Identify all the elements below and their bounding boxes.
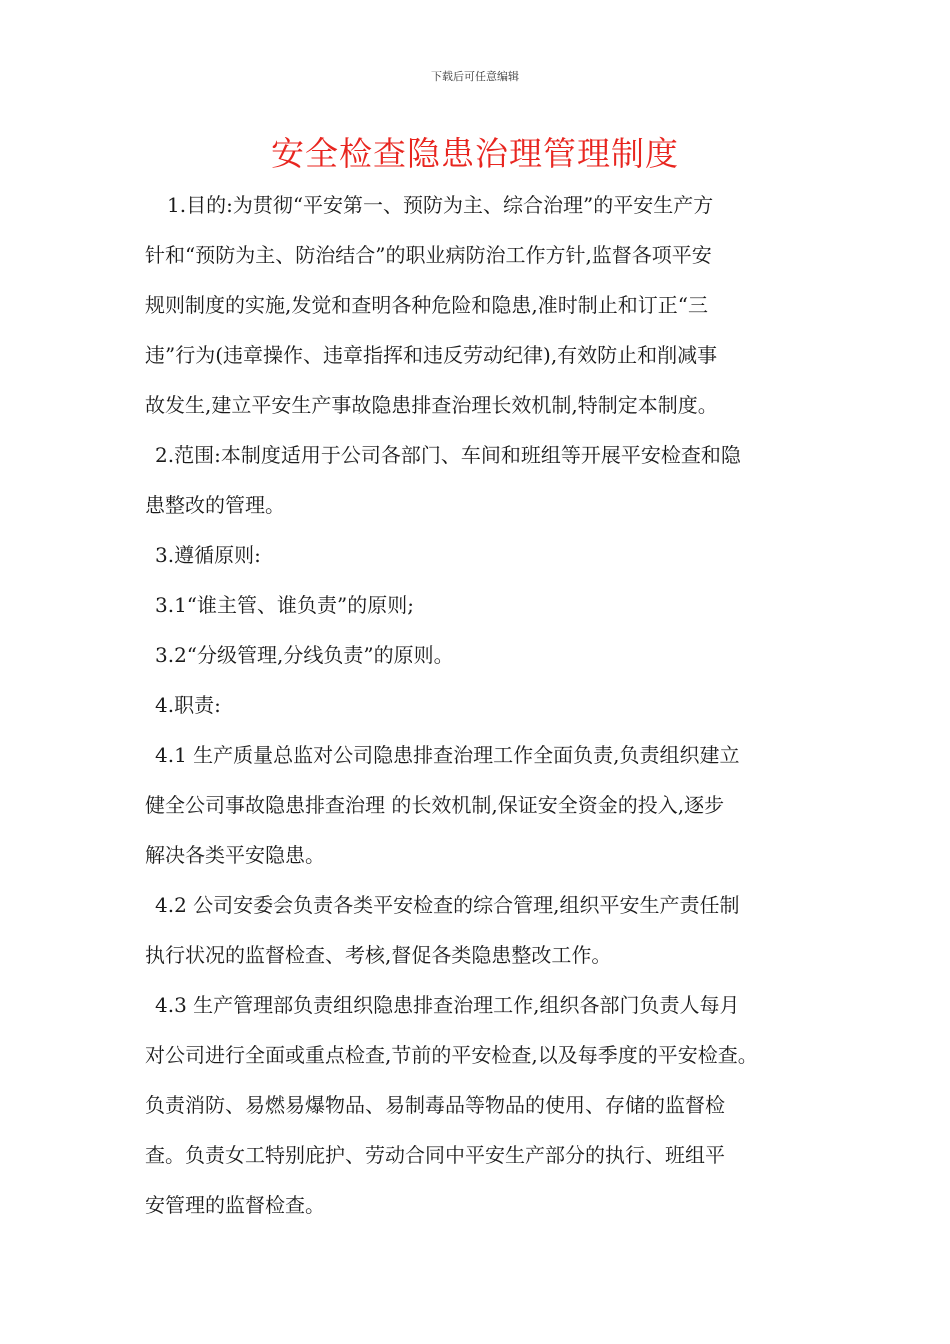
text-line: 4.3 生产管理部负责组织隐患排查治理工作,组织各部门负责人每月 <box>155 993 740 1017</box>
text-line: 3.2“分级管理,分线负责”的原则。 <box>155 643 454 667</box>
text-line: 健全公司事故隐患排查治理 的长效机制,保证安全资金的投入,逐步 <box>145 793 725 817</box>
text-line: 患整改的管理。 <box>145 493 285 517</box>
document-title: 安全检查隐患治理管理制度 <box>271 134 679 173</box>
text-line: 负责消防、易燃易爆物品、易制毒品等物品的使用、存储的监督检 <box>145 1093 725 1117</box>
paragraph-duty-4-3 <box>145 980 815 1230</box>
header-note: 下载后可任意编辑 <box>431 70 519 83</box>
text-line: 查。负责女工特别庇护、劳动合同中平安生产部分的执行、班组平 <box>145 1143 725 1167</box>
text-line: 2.范围:本制度适用于公司各部门、车间和班组等开展平安检查和隐 <box>155 443 741 467</box>
text-line: 4.2 公司安委会负责各类平安检查的综合管理,组织平安生产责任制 <box>155 893 740 917</box>
paragraph-scope <box>145 430 815 530</box>
paragraph-purpose <box>145 180 815 430</box>
text-line: 4.职责: <box>155 693 221 717</box>
text-line: 对公司进行全面或重点检查,节前的平安检查,以及每季度的平安检查。 <box>145 1043 758 1067</box>
paragraph-principle-1 <box>145 580 815 630</box>
text-line: 4.1 生产质量总监对公司隐患排查治理工作全面负责,负责组织建立 <box>155 743 740 767</box>
paragraph-duties <box>145 680 815 730</box>
text-line: 规则制度的实施,发觉和查明各种危险和隐患,准时制止和订正“三 <box>145 293 708 317</box>
text-line: 针和“预防为主、防治结合”的职业病防治工作方针,监督各项平安 <box>145 243 712 267</box>
paragraph-principles <box>145 530 815 580</box>
paragraph-principle-2 <box>145 630 815 680</box>
text-line: 执行状况的监督检查、考核,督促各类隐患整改工作。 <box>145 943 612 967</box>
paragraph-duty-4-1 <box>145 730 815 880</box>
text-line: 安管理的监督检查。 <box>145 1193 325 1217</box>
text-line: 3.遵循原则: <box>155 543 261 567</box>
text-line: 故发生,建立平安生产事故隐患排查治理长效机制,特制定本制度。 <box>145 393 718 417</box>
paragraph-duty-4-2 <box>145 880 815 980</box>
text-line: 解决各类平安隐患。 <box>145 843 325 867</box>
text-line: 1.目的:为贯彻“平安第一、预防为主、综合治理”的平安生产方 <box>167 193 714 217</box>
document-body <box>145 180 815 1230</box>
text-line: 违”行为(违章操作、违章指挥和违反劳动纪律),有效防止和削减事 <box>145 343 718 367</box>
text-line: 3.1“谁主管、谁负责”的原则; <box>155 593 414 617</box>
